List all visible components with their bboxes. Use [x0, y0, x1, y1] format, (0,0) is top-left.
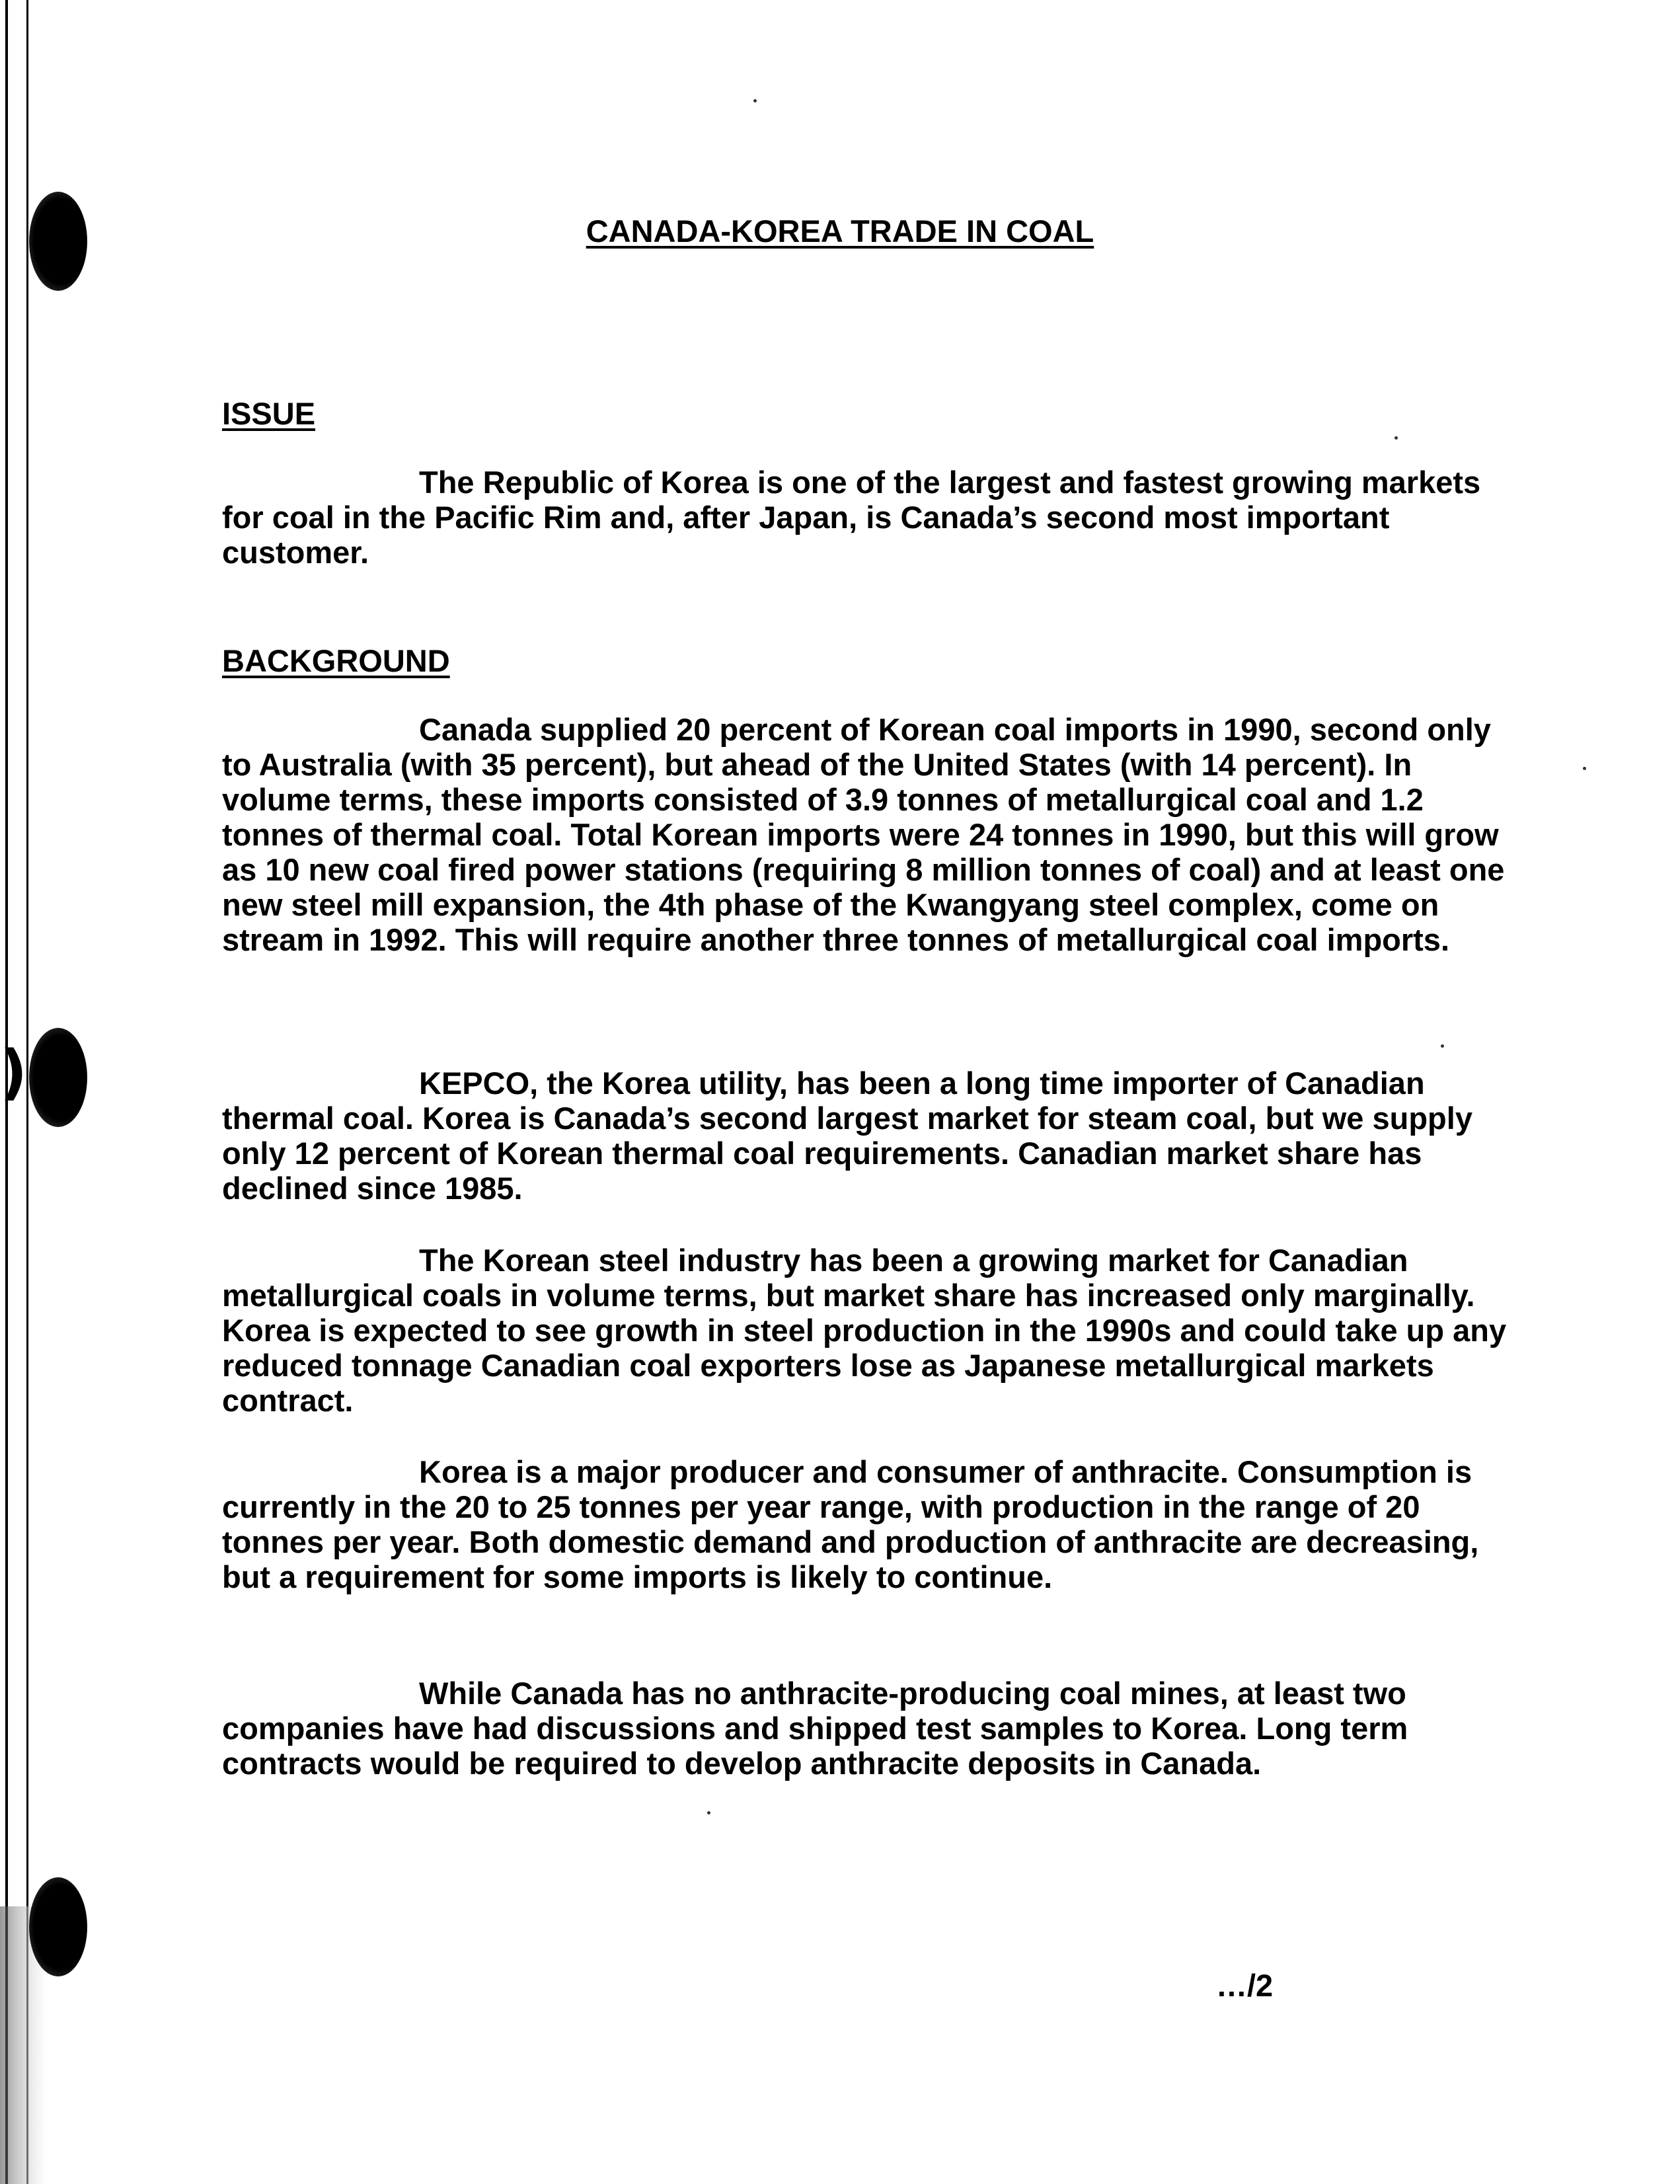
section-heading-issue: ISSUE [222, 396, 316, 431]
background-paragraph-3: The Korean steel industry has been a growing market for Canadian metallurgical coals in volume terms, but market share has increased only marginally. Korea is expected to see growth in steel production in the 1990s and could take up any reduced tonnage Canadian coal exporters lose as Japanese metallurgical markets contract. [222, 1243, 1507, 1418]
background-paragraph-5: While Canada has no anthracite-producing coal mines, at least two companies have had discussions and shipped test samples to Korea. Long term contracts would be required to develop anthracite deposits in Canada. [222, 1676, 1408, 1781]
scan-speck [707, 1811, 710, 1814]
scan-speck [753, 99, 757, 102]
scan-speck [1583, 767, 1586, 770]
scan-speck [1394, 436, 1398, 440]
document-title: CANADA-KOREA TRADE IN COAL [586, 214, 1094, 249]
background-paragraph-4: Korea is a major producer and consumer of anthracite. Consumption is currently in the 20 to 25 tonnes per year range, with production in the range of 20 tonnes per year. Both domestic demand and production of anthracite are decreasing, but a requirement for some imports is likely to continue. [222, 1454, 1479, 1594]
punch-hole [29, 1877, 87, 1976]
punch-hole [29, 1028, 87, 1127]
background-paragraph-2: KEPCO, the Korea utility, has been a long time importer of Canadian thermal coal. Korea is Canada’s second largest market for steam coal, but we supply only 12 percent of Korean thermal coal requirements. Canadian market share has declined since 1985. [222, 1066, 1472, 1206]
scan-speck [1441, 1044, 1444, 1048]
section-heading-background: BACKGROUND [222, 643, 450, 678]
scan-bracket-mark: ) [0, 1038, 28, 1107]
issue-paragraph: The Republic of Korea is one of the largest and fastest growing markets for coal in the Pacific Rim and, after Japan, is Canada’s second most important customer. [222, 465, 1481, 570]
background-paragraph-1: Canada supplied 20 percent of Korean coal imports in 1990, second only to Australia (with 35 percent), but ahead of the United States (with 14 percent). In volume terms, these imports consisted of 3.9 tonnes of metallurgical coal and 1.2 tonnes of thermal coal. Total Korean imports were 24 tonnes in 1990, but this will grow as 10 new coal fired power stations (requiring 8 million tonnes of coal) and at least one new steel mill expansion, the 4th phase of the Kwangyang steel complex, come on stream in 1992. This will require another three tonnes of metallurgical coal imports. [222, 712, 1505, 957]
page-continuation-marker: …/2 [1216, 1968, 1274, 2003]
